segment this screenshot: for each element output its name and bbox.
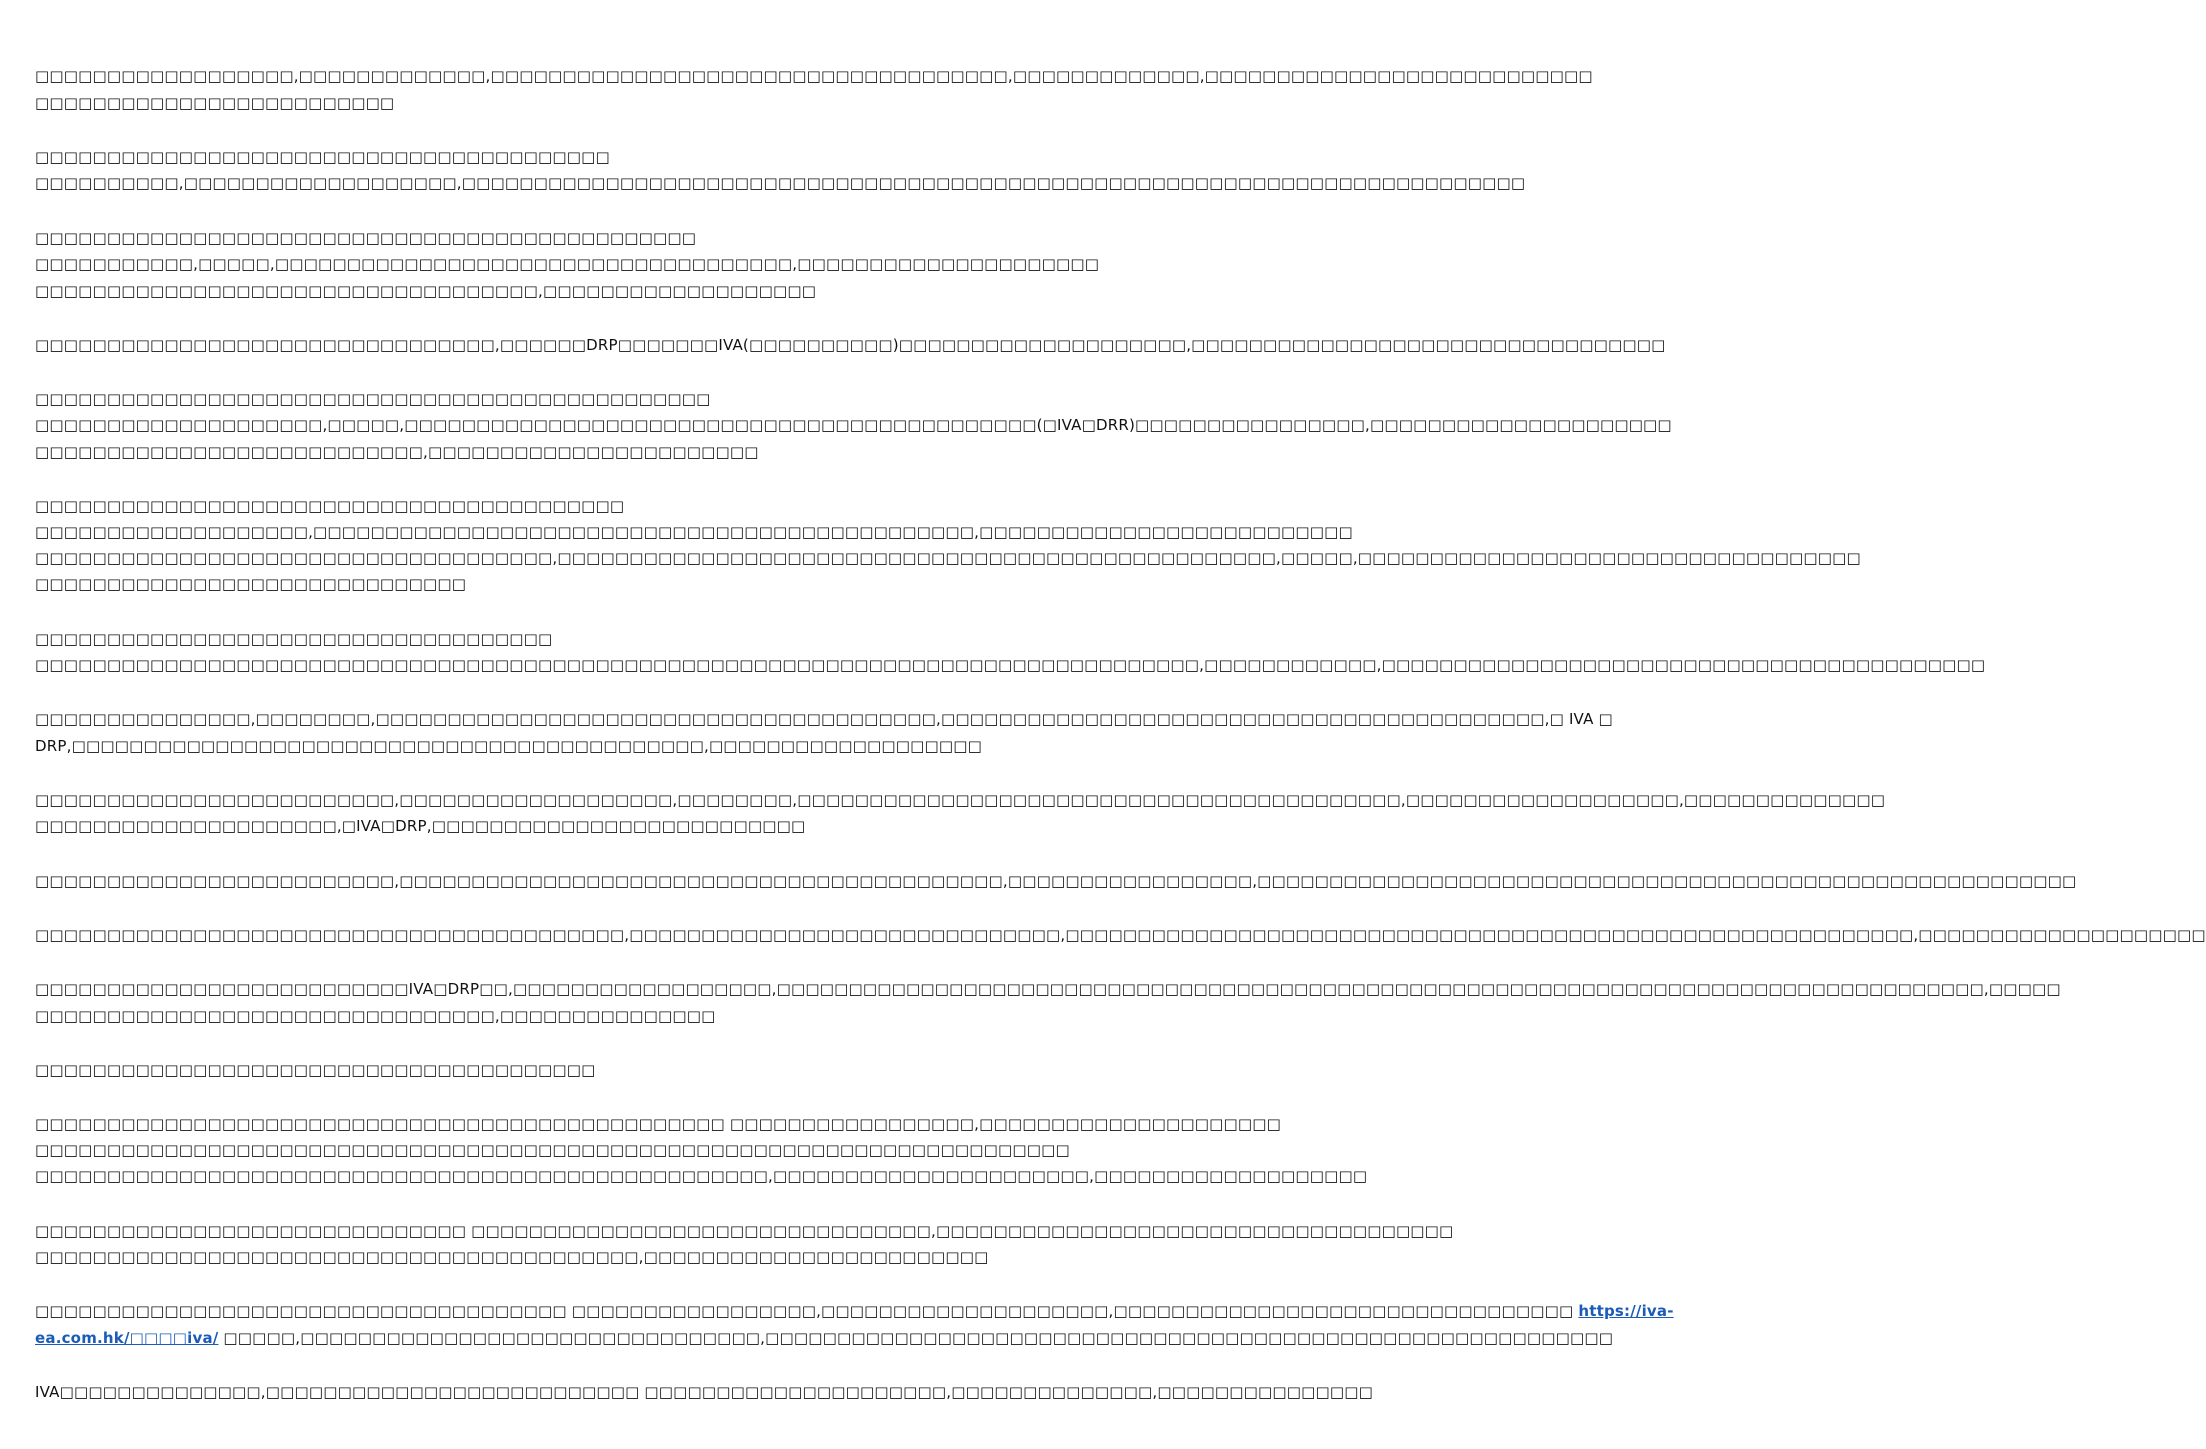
text-line: □□□□□□□□□□□,□□□□□,□□□□□□□□□□□□□□□□□□□□□□□□□□□□□□□□□□□□,□□□□□□□□□□□□□□□□□□□□□	[35, 255, 1100, 273]
text-line: □□□□□□□□□□□□□□□□□□□□□□□□□□□□□□□□□□□,□□□□□□□□□□□□□□□□□□□	[35, 282, 817, 300]
text-line	[35, 1326, 1614, 1350]
text-line: □□□□□□□□□□□□□□□□□□□□,□□□□□,□□□□□□□□□□□□□□□□□□□□□□□□□□□□□□□□□□□□□□□□□□□□(□IVA□DRR)□□□□□□□□□□□□□□□□,□□□□□□□□□□□□□□□□□□□□□	[35, 416, 1672, 434]
text-line: □□□□□□□□□□□□□□□□□□□□□□□□□□□□□□ □□□□□□□□□□□□□□□□□□□□□□□□□□□□□□□□,□□□□□□□□□□□□□□□□□□□□□□□□□□□□□□□□□□□□	[35, 1222, 1454, 1240]
iva-website-link[interactable]: https://iva-	[1578, 1302, 1674, 1320]
text-line: IVA□□□□□□□□□□□□□□,□□□□□□□□□□□□□□□□□□□□□□□□□□ □□□□□□□□□□□□□□□□□□□□□,□□□□□□□□□□□□□□,□□□□□□□□□□□□□□□	[35, 1383, 1373, 1401]
text-line: □□□□□□□□□□□□□□□□□□□□□□□□□□□□□□□□□□□□□□□□□,□□□□□□□□□□□□□□□□□□□□□□□□□□□□□□,□□□□□□□□□□□□□□□□□□□□□□□□□□□□□□□□□□□□□□□□□□□□□□□□□□□□□□□□□□□,□□□□□□□□□□□□□□□□□□□□	[35, 926, 2206, 944]
text-line: □□□□□□□□□□□□□□□□□□□□□□□□□,□□□□□□□□□□□□□□□□□□□,□□□□□□□□,□□□□□□□□□□□□□□□□□□□□□□□□□□□□□□□□□□□□□□□□□□,□□□□□□□□□□□□□□□□□□□,□□□□□□□□□□□□□□	[35, 791, 1886, 809]
text-line: □□□□□□□□□□□□□□□□□□□□□□□□□□□□□□□□□□□□□□□□	[35, 148, 610, 166]
text-line: □□□□□□□□□□□□□□□,□□□□□□□□,□□□□□□□□□□□□□□□□□□□□□□□□□□□□□□□□□□□□□□□,□□□□□□□□□□□□□□□□□□□□□□□□□□□□□□□□□□□□□□□□□□,□ IVA □	[35, 710, 1613, 728]
text-line: □□□□□□□□□□□□□□□□□□□□□,□IVA□DRP,□□□□□□□□□□□□□□□□□□□□□□□□□□	[35, 817, 806, 835]
text-line: □□□□□□□□□□□□□□□□□□□□□□□□□□□□□□□□□□□□□□□□□□□□□□	[35, 229, 697, 247]
text-line: □□□□□□□□□□□□□□□□□□,□□□□□□□□□□□□□,□□□□□□□□□□□□□□□□□□□□□□□□□□□□□□□□□□□□,□□□□□□□□□□□□□,□□□□□□□□□□□□□□□□□□□□□□□□□□□	[35, 67, 1593, 85]
text-line: □□□□□□□□□□,□□□□□□□□□□□□□□□□□□□,□□□□□□□□□□□□□□□□□□□□□□□□□□□□□□□□□□□□□□□□□□□□□□□□□□□□□□□□□□□□□□□□□□□□□□□□□□	[35, 174, 1526, 192]
text-line: □□□□□□□□□□□□□□□□□□□□□□□□□□□□□□□□□□□□,□□□□□□□□□□□□□□□□□□□□□□□□□□□□□□□□□□□□□□□□□□□□□□□□□□,□□□□□,□□□□□□□□□□□□□□□□□□□□□□□□□□□□□□□□□□□	[35, 549, 1861, 567]
text-line: □□□□□□□□□□□□□□□□□□□□□□□□□□□□□□□□□□□□□□□□□	[35, 497, 625, 515]
text-line: □□□□□□□□□□□□□□□□□□□□□□□□□□□□□□□□□□□□□□□□□□□□□□□□□□□□□□□□□□□□□□□□□□□□□□□□	[35, 1141, 1070, 1159]
text-line: □□□□□□□□□□□□□□□□□□□□□□□□□□□□□□□□□□□□□□□□□□□□□□□□ □□□□□□□□□□□□□□□□□,□□□□□□□□□□□□□□□□□□□□□	[35, 1115, 1281, 1133]
text-line: □□□□□□□□□□□□□□□□□□□,□□□□□□□□□□□□□□□□□□□□□□□□□□□□□□□□□□□□□□□□□□□□□□,□□□□□□□□□□□□□□□□□□□□□□□□□□	[35, 523, 1353, 541]
text-line: □□□□□□□□□□□□□□□□□□□□□□□□□□□□□□□□□□□□□□□□□□□□□□□□□□□,□□□□□□□□□□□□□□□□□□□□□□,□□□□□□□□□□□□□□□□□□□	[35, 1167, 1368, 1185]
text-line: □□□□□□□□□□□□□□□□□□□□□□□□□□□,□□□□□□□□□□□□□□□□□□□□□□□	[35, 443, 759, 461]
text-line: □□□□□□□□□□□□□□□□□□□□□□□□□□□□□□□□,□□□□□□DRP□□□□□□□IVA(□□□□□□□□□□)□□□□□□□□□□□□□□□□□□□□,□□□□□□□□□□□□□□□□□□□□□□□□□□□□□□□□□	[35, 336, 1666, 354]
text-line: □□□□□□□□□□□□□□□□□□□□□□□□□□□□□□	[35, 575, 467, 593]
text-line: □□□□□□□□□□□□□□□□□□□□□□□□□□□□□□□□□□□□□□□□□□□□□□□□□□□□□□□□□□□□□□□□□□□□□□□□□□□□□□□□□,□□□□□□□□□□□□,□□□□□□□□□□□□□□□□□□□□□□□□□□□□□□□□□□□□□□□□□□	[35, 656, 1986, 674]
text-line: □□□□□□□□□□□□□□□□□□□□□□□□□□IVA□DRP□□,□□□□□□□□□□□□□□□□□□,□□□□□□□□□□□□□□□□□□□□□□□□□□□□□□□□□□□□□□□□□□□□□□□□□□□□□□□□□□□□□□□□□□□□□□□□□□□□□□□□□□□□,□□□□□	[35, 980, 2061, 998]
text-line: □□□□□□□□□□□□□□□□□□□□□□□□□□□□□□□□□□□□□□□□□□,□□□□□□□□□□□□□□□□□□□□□□□□	[35, 1248, 989, 1266]
text-line: □□□□□□□□□□□□□□□□□□□□□□□□□□□□□□□□□□□□□□□	[35, 1061, 596, 1079]
text-line: □□□□□□□□□□□□□□□□□□□□□□□□□□□□□□□□,□□□□□□□□□□□□□□□	[35, 1007, 716, 1025]
text-segment: □□□□□,□□□□□□□□□□□□□□□□□□□□□□□□□□□□□□□□,□□□□□□□□□□□□□□□□□□□□□□□□□□□□□□□□□□□□□□□□□□□□□□□□□□□□□□□□□□□	[218, 1329, 1614, 1347]
text-line: □□□□□□□□□□□□□□□□□□□□□□□□□,□□□□□□□□□□□□□□□□□□□□□□□□□□□□□□□□□□□□□□□□□□,□□□□□□□□□□□□□□□□□,□□□□□□□□□□□□□□□□□□□□□□□□□□□□□□□□□□□□□□□□□□□□□□□□□□□□□□□□□	[35, 872, 2077, 890]
text-line: □□□□□□□□□□□□□□□□□□□□□□□□□□□□□□□□□□□□	[35, 630, 553, 648]
text-line	[35, 1299, 1674, 1323]
text-line: □□□□□□□□□□□□□□□□□□□□□□□□□	[35, 94, 395, 112]
text-segment: □□□□□□□□□□□□□□□□□□□□□□□□□□□□□□□□□□□□□ □□□□□□□□□□□□□□□□□,□□□□□□□□□□□□□□□□□□□□,□□□□□□□□□□□□□□□□□□□□□□□□□□□□□□□□	[35, 1302, 1579, 1320]
text-line: □□□□□□□□□□□□□□□□□□□□□□□□□□□□□□□□□□□□□□□□□□□□□□□	[35, 390, 711, 408]
iva-website-link-continued[interactable]: ea.com.hk/□□□□iva/	[35, 1329, 219, 1347]
text-line: DRP,□□□□□□□□□□□□□□□□□□□□□□□□□□□□□□□□□□□□□□□□□□□□,□□□□□□□□□□□□□□□□□□□	[35, 737, 983, 755]
